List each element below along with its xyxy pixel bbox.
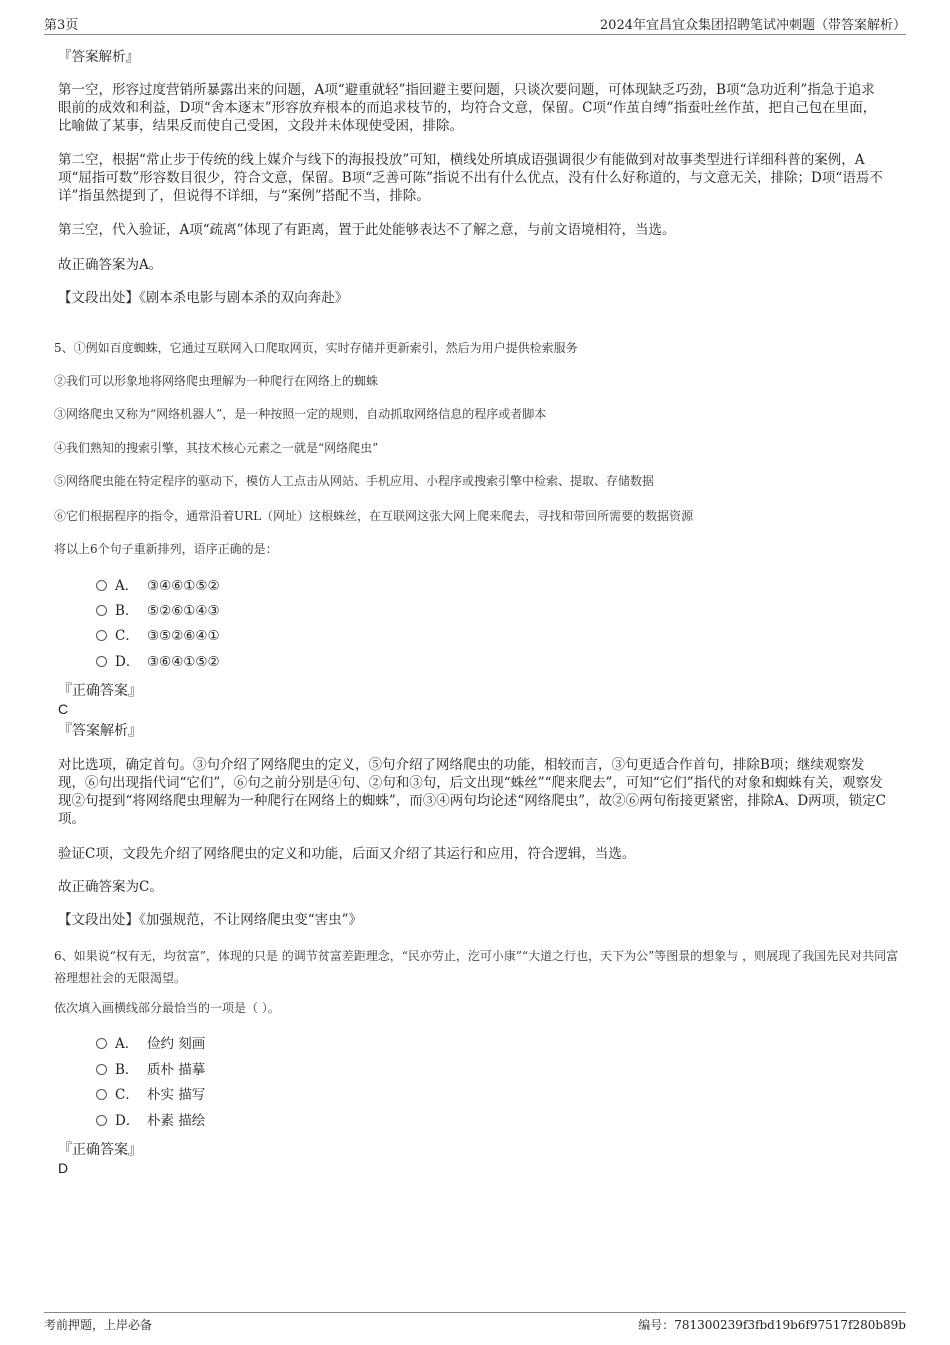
q5-option-a[interactable]: A． ③④⑥①⑤②	[96, 576, 220, 596]
q5-sentence-4: ④我们熟知的搜索引擎，其技术核心元素之一就是“网络爬虫”	[54, 441, 379, 455]
q6-stem: 6、如果说“权有无，均贫富”，体现的只是 的调节贫富差距理念，“民亦劳止，汔可小康”“大道之行也，天下为公”等图景的想象与 ，则展现了我国先民对共同富裕理想社会的无限渴望。	[54, 949, 899, 985]
q5-analysis-p1: 对比选项，确定首句。③句介绍了网络爬虫的定义，⑤句介绍了网络爬虫的功能，相较而言，③句更适合作首句，排除B项；继续观察发现，⑥句出现指代词“它们”，⑥句之前分别是④句、②句和③句，后文出现“蛛丝”“爬来爬去”，可知“它们”指代的对象和蜘蛛有关，观察发现②句提到“将网络爬虫理解为一种爬行在网络上的蜘蛛”，而③④两句均论述“网络爬虫”，故②⑥两句衔接更紧密，排除A、D两项，锁定C项。	[58, 757, 887, 827]
radio-icon[interactable]	[96, 656, 107, 667]
q6-prompt: 依次填入画横线部分最恰当的一项是（ ）。	[54, 1001, 280, 1015]
q5-analysis-p2: 验证C项，文段先介绍了网络爬虫的定义和功能，后面又介绍了其运行和应用，符合逻辑，当选。	[58, 846, 636, 862]
q5-option-d[interactable]: D． ③⑥④①⑤②	[96, 652, 220, 672]
q6-option-c[interactable]: C． 朴实 描写	[96, 1085, 205, 1105]
radio-icon[interactable]	[96, 580, 107, 591]
q6-answer-label: 『正确答案』	[58, 1142, 142, 1158]
q5-sentence-5: ⑤网络爬虫能在特定程序的驱动下，模仿人工点击从网站、手机应用、小程序或搜索引擎中检索、提取、存储数据	[54, 474, 655, 488]
q4-analysis-p3: 第三空，代入验证，A项“疏离”体现了有距离，置于此处能够表达不了解之意，与前文语境相符，当选。	[58, 222, 676, 238]
q4-analysis-p2: 第二空，根据“常止步于传统的线上媒介与线下的海报投放”可知，横线处所填成语强调很少有能做到对故事类型进行详细科普的案例，A项“屈指可数”形容数目很少，符合文意，保留。B项“乏善可陈”指说不出有什么优点，没有什么好称道的，与文意无关，排除；D项“语焉不详”指虽然提到了，但说得不详细，与“案例”搭配不当，排除。	[58, 152, 883, 204]
q5-answer-label: 『正确答案』	[58, 683, 142, 699]
footer-slogan: 考前押题，上岸必备	[44, 1318, 153, 1332]
q6-option-d[interactable]: D． 朴素 描绘	[96, 1111, 205, 1131]
radio-icon[interactable]	[96, 1089, 107, 1100]
q5-source: 【文段出处】《加强规范，不让网络爬虫变“害虫”》	[58, 912, 363, 928]
document-title: 2024年宜昌宜众集团招聘笔试冲刺题（带答案解析）	[599, 18, 906, 33]
page-number: 第3页	[44, 18, 79, 33]
document-id: 编号：781300239f3fbd19b6f97517f280b89b	[638, 1318, 906, 1332]
q5-option-c[interactable]: C． ③⑤②⑥④①	[96, 626, 220, 646]
q6-option-b[interactable]: B． 质朴 描摹	[96, 1060, 205, 1080]
q5-sentence-6: ⑥它们根据程序的指令，通常沿着URL（网址）这根蛛丝，在互联网这张大网上爬来爬去，寻找和带回所需要的数据资源	[54, 509, 694, 523]
page-footer	[44, 1312, 906, 1339]
radio-icon[interactable]	[96, 1038, 107, 1049]
radio-icon[interactable]	[96, 630, 107, 641]
q4-answer-statement: 故正确答案为A。	[58, 257, 163, 273]
radio-icon[interactable]	[96, 605, 107, 616]
q4-analysis-label: 『答案解析』	[58, 49, 139, 65]
q6-option-a[interactable]: A． 俭约 刻画	[96, 1034, 205, 1054]
q5-option-b[interactable]: B． ⑤②⑥①④③	[96, 601, 220, 621]
q4-source: 【文段出处】《剧本杀电影与剧本杀的双向奔赴》	[58, 290, 349, 306]
q5-sentence-2: ②我们可以形象地将网络爬虫理解为一种爬行在网络上的蜘蛛	[54, 374, 379, 388]
q5-analysis-label: 『答案解析』	[58, 723, 142, 739]
q5-sentence-3: ③网络爬虫又称为“网络机器人”，是一种按照一定的规则，自动抓取网络信息的程序或者脚本	[54, 407, 547, 421]
q5-answer: C	[58, 701, 69, 717]
radio-icon[interactable]	[96, 1064, 107, 1075]
page-header	[44, 12, 906, 35]
q5-prompt: 将以上6个句子重新排列，语序正确的是：	[54, 542, 278, 556]
q5-answer-statement: 故正确答案为C。	[58, 879, 163, 895]
q6-answer: D	[58, 1160, 69, 1176]
q5-sentence-1: 5、①例如百度蜘蛛，它通过互联网入口爬取网页，实时存储并更新索引，然后为用户提供检索服务	[54, 341, 578, 355]
q4-analysis-p1: 第一空，形容过度营销所暴露出来的问题，A项“避重就轻”指回避主要问题，只谈次要问题，可体现缺乏巧劲，B项“急功近利”指急于追求眼前的成效和利益，D项“舍本逐末”形容放弃根本的而追求枝节的，均符合文意，保留。C项“作茧自缚”指蚕吐丝作茧，把自己包在里面，比喻做了某事，结果反而使自己受困，文段并未体现使受困，排除。	[58, 82, 877, 134]
radio-icon[interactable]	[96, 1115, 107, 1126]
